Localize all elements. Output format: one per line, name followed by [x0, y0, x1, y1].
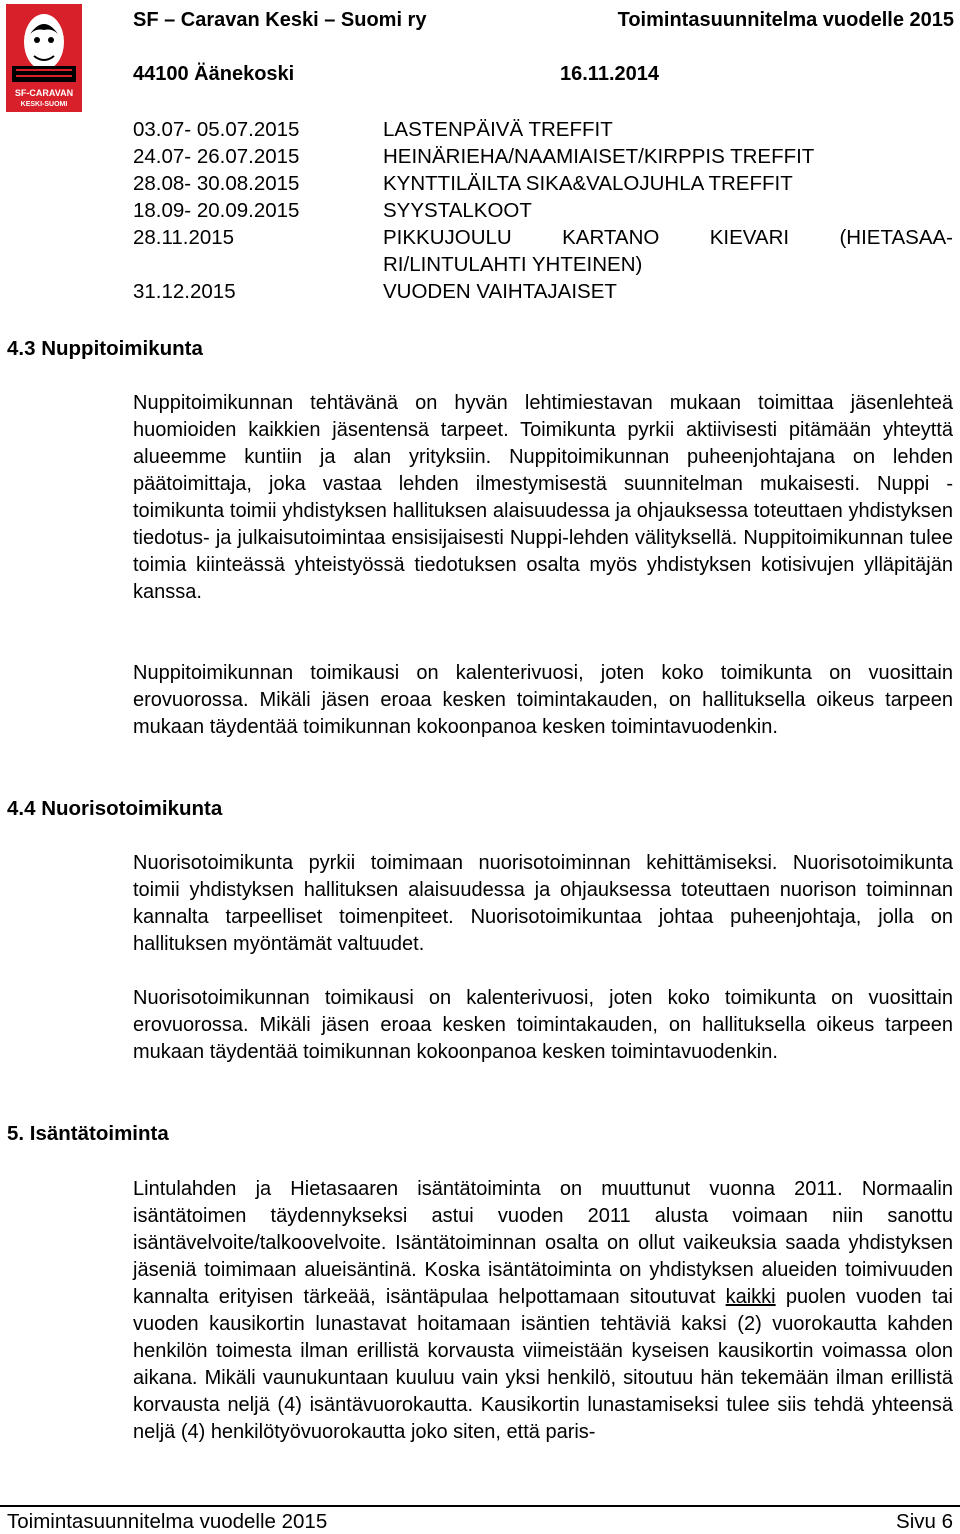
schedule-event: VUODEN VAIHTAJAISET	[383, 280, 617, 303]
paragraph-text-part: puolen vuoden tai vuoden kausikortin lunastavat hoitamaan isäntien tehtäviä kaksi (2) vuorokautta kahden henkilön toimesta ilman erillistä korvausta viimeistään kyseisen kausikortin voimassa olon aikana. Mikäli vaunukuntaan kuuluu vain yksi henkilö, sitoutuu hän tekemään ilman erillistä korvausta neljä (4) isäntävuorokautta. Kausikortin lunastamiseksi tulee siis tehdä yhteensä neljä (4) henkilötyövuorokautta joko siten, että paris-	[133, 1286, 953, 1443]
schedule-event: PIKKUJOULU KARTANO KIEVARI (HIETASAA-RI/LINTULAHTI YHTEINEN)	[383, 226, 953, 276]
svg-text:SF-CARAVAN: SF-CARAVAN	[14, 88, 74, 98]
section-heading-nuorisotoimikunta: 4.4 Nuorisotoimikunta	[7, 797, 223, 820]
schedule-date: 31.12.2015	[133, 280, 236, 303]
schedule-event: HEINÄRIEHA/NAAMIAISET/KIRPPIS TREFFIT	[383, 145, 815, 168]
paragraph-text: Nuppitoimikunnan toimikausi on kalenterivuosi, joten koko toimikunta on vuosittain erovuorossa. Mikäli jäsen eroaa kesken toimintakauden, on hallituksella oikeus tarpeen mukaan täydentää toimikunnan kokoonpanoa kesken toimintavuodenkin.	[133, 662, 953, 738]
event-schedule	[133, 116, 953, 305]
org-city: 44100 Äänekoski	[133, 63, 295, 85]
schedule-row	[133, 170, 953, 197]
schedule-row	[133, 143, 953, 170]
schedule-event: KYNTTILÄILTA SIKA&VALOJUHLA TREFFIT	[383, 172, 793, 195]
page-number: Sivu 6	[896, 1510, 953, 1533]
schedule-date: 18.09- 20.09.2015	[133, 199, 300, 222]
document-title: Toimintasuunnitelma vuodelle 2015	[617, 9, 954, 31]
nuorisotoimikunta-paragraph-1	[133, 850, 953, 958]
paragraph-text-part: Lintulahden ja Hietasaaren isäntätoiminta on muuttunut vuonna 2011. Normaalin isäntätoimen täydennykseksi astui vuoden 2011 alusta voimaan niin sanottu isäntävelvoite/talkoovelvoite. Isäntätoiminnan osalta on ollut vaikeuksia saada yhdistyksen jäseniä toimimaan alueisäntinä. Koska isäntätoiminta on yhdistyksen alueiden toimivuuden kannalta erityisen tärkeää, isäntäpulaa helpottamaan sitoutuvat	[133, 1178, 953, 1308]
section-heading-nuppitoimikunta: 4.3 Nuppitoimikunta	[7, 337, 203, 360]
org-name: SF – Caravan Keski – Suomi ry	[133, 9, 427, 31]
paragraph-text: Nuorisotoimikunnan toimikausi on kalenterivuosi, joten koko toimikunta on vuosittain erovuorossa. Mikäli jäsen eroaa kesken toimintakauden, on hallituksella oikeus tarpeen mukaan täydentää toimikunnan kokoonpanoa kesken toimintavuodenkin.	[133, 987, 953, 1063]
underlined-word: kaikki	[725, 1286, 776, 1308]
paragraph-text	[133, 1176, 953, 1446]
schedule-date: 28.08- 30.08.2015	[133, 172, 300, 195]
schedule-date: 03.07- 05.07.2015	[133, 118, 300, 141]
paragraph-text: Nuorisotoimikunta pyrkii toimimaan nuorisotoiminnan kehittämiseksi. Nuorisotoimikunta toimii yhdistyksen hallituksen alaisuudessa ja ohjauksessa toteuttaen nuorison toiminnan kannalta tarpeelliset toimenpiteet. Nuorisotoimikuntaa johtaa puheenjohtaja, jolla on hallituksen myöntämät valtuudet.	[133, 852, 953, 955]
schedule-date: 28.11.2015	[133, 226, 235, 249]
paragraph-text: Nuppitoimikunnan tehtävänä on hyvän lehtimiestavan mukaan toimittaa jäsenlehteä huomioiden kaikkien jäsentensä tarpeet. Toimikunta pyrkii aktiivisesti pitämään yhteyttä alueemme kuntiin ja alan yrityksiin. Nuppitoimikunnan puheenjohtajana on lehden päätoimittaja, joka vastaa lehden ilmestymisestä suunnitelman mukaisesti. Nuppi - toimikunta toimii yhdistyksen hallituksen alaisuudessa ja ohjauksessa toteuttaen yhdistyksen tiedotus- ja julkaisutoimintaa ensisijaisesti Nuppi-lehden välityksellä. Nuppitoimikunnan tulee toimia kiinteässä yhteistyössä tiedotuksen osalta myös yhdistyksen kotisivujen ylläpitäjän kanssa.	[133, 392, 953, 603]
schedule-row	[133, 278, 953, 305]
footer-doc-title: Toimintasuunnitelma vuodelle 2015	[7, 1510, 328, 1533]
schedule-row	[133, 116, 953, 143]
nuppitoimikunta-paragraph-2	[133, 660, 953, 741]
nuorisotoimikunta-paragraph-2	[133, 985, 953, 1066]
section-heading-isantatoiminta: 5. Isäntätoiminta	[7, 1122, 169, 1145]
svg-text:KESKI-SUOMI: KESKI-SUOMI	[20, 101, 68, 108]
isantatoiminta-paragraph	[133, 1176, 953, 1446]
document-date: 16.11.2014	[560, 63, 659, 85]
schedule-event: LASTENPÄIVÄ TREFFIT	[383, 118, 613, 141]
nuppitoimikunta-paragraph-1	[133, 390, 953, 606]
footer-divider	[0, 1505, 960, 1507]
club-logo-icon	[6, 4, 82, 112]
schedule-row	[133, 197, 953, 224]
schedule-row	[133, 224, 953, 278]
schedule-event: SYYSTALKOOT	[383, 199, 532, 222]
schedule-date: 24.07- 26.07.2015	[133, 145, 300, 168]
